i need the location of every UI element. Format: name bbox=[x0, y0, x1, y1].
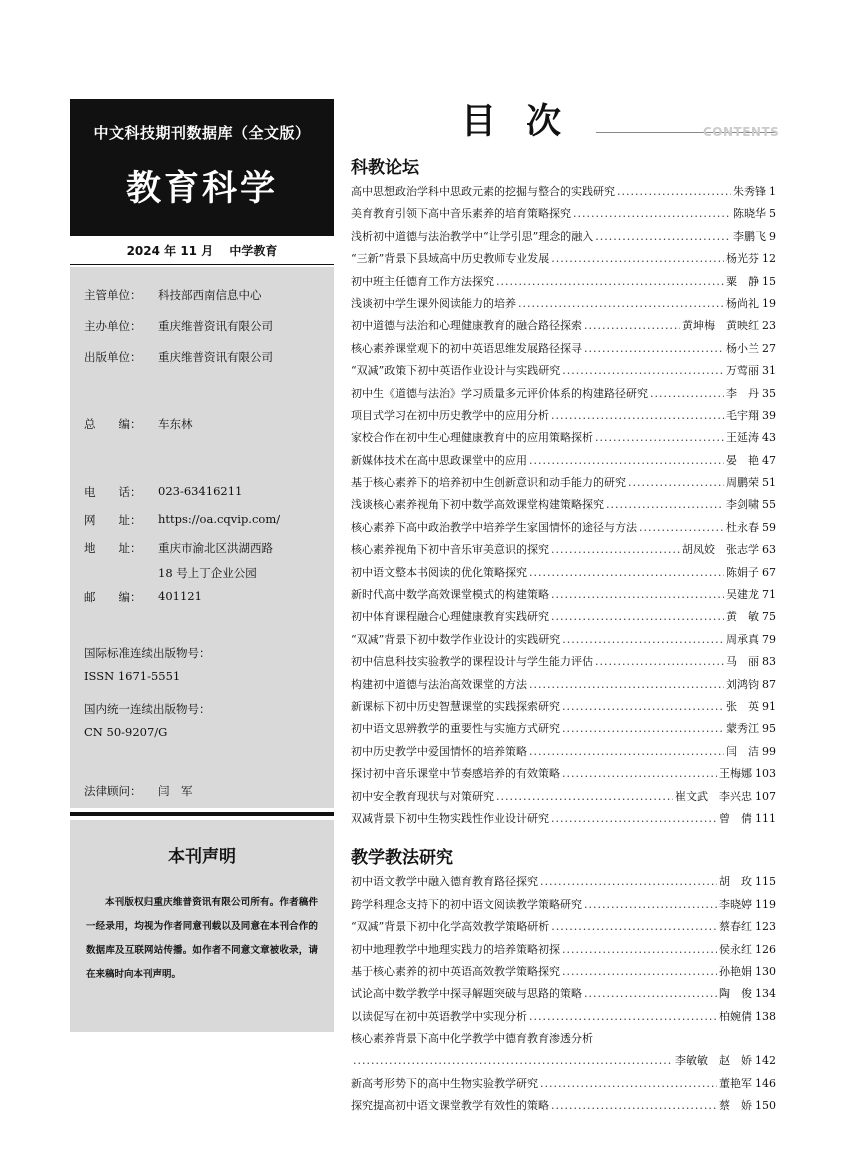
toc-entry-continuation[interactable] bbox=[351, 1050, 776, 1072]
leader-dots bbox=[551, 584, 724, 606]
toc-entry[interactable] bbox=[351, 983, 776, 1005]
entry-title: 初中安全教育现状与对策研究 bbox=[351, 789, 494, 803]
entry-page: 63 bbox=[762, 543, 776, 557]
entry-page: 134 bbox=[755, 987, 776, 1001]
toc-entry[interactable] bbox=[351, 939, 776, 961]
entry-title: 以读促写在初中英语教学中实现分析 bbox=[351, 1009, 527, 1023]
declaration-box bbox=[70, 820, 334, 1032]
leader-dots bbox=[540, 871, 717, 893]
cn-value: CN 50-9207/G bbox=[84, 725, 168, 739]
database-name: 中文科技期刊数据库（全文版） bbox=[93, 124, 311, 142]
entry-page: 91 bbox=[762, 699, 776, 713]
entry-title: 核心素养下高中政治教学中培养学生家国情怀的途径与方法 bbox=[351, 520, 637, 534]
toc-entry[interactable] bbox=[351, 584, 776, 606]
issn-value: ISSN 1671-5551 bbox=[84, 669, 181, 683]
leader-dots bbox=[595, 427, 724, 449]
entry-page: 142 bbox=[755, 1054, 776, 1068]
entry-page: 146 bbox=[755, 1076, 776, 1090]
counsel-label: 法律顾问： bbox=[84, 784, 142, 798]
entry-author: 闫 洁 bbox=[726, 744, 759, 758]
editor-label: 总 编： bbox=[84, 417, 142, 431]
entry-author: 毛宇翔 bbox=[726, 408, 759, 422]
entry-page: 47 bbox=[762, 453, 776, 467]
entry-page: 119 bbox=[755, 897, 776, 911]
toc-entry[interactable] bbox=[351, 517, 776, 539]
leader-dots bbox=[551, 539, 680, 561]
entry-title: 初中信息科技实验教学的课程设计与学生能力评估 bbox=[351, 655, 593, 669]
entry-page: 150 bbox=[755, 1099, 776, 1113]
entry-author: 张 英 bbox=[726, 699, 759, 713]
entry-title: “双减”政策下初中英语作业设计与实践研究 bbox=[351, 364, 561, 378]
entry-author: 蔡 娇 bbox=[719, 1099, 752, 1113]
address-spacer bbox=[84, 565, 158, 581]
toc-entry[interactable] bbox=[351, 916, 776, 938]
entry-title: 初中语文教学中融入德育教育路径探究 bbox=[351, 875, 538, 889]
entry-title: 双减背景下初中生物实践性作业设计研究 bbox=[351, 811, 549, 825]
toc-entry[interactable] bbox=[351, 1028, 776, 1050]
entry-author: 万莺丽 bbox=[726, 364, 759, 378]
declaration-title: 本刊声明 bbox=[168, 847, 236, 867]
entry-page: 55 bbox=[762, 498, 776, 512]
entry-page: 95 bbox=[762, 722, 776, 736]
entry-page: 83 bbox=[762, 655, 776, 669]
entry-title: 核心素养视角下初中音乐审美意识的探究 bbox=[351, 543, 549, 557]
leader-dots bbox=[562, 939, 717, 961]
entry-title: 新媒体技术在高中思政课堂中的应用 bbox=[351, 453, 527, 467]
phone-row bbox=[84, 484, 242, 500]
website-value: https://oa.cqvip.com/ bbox=[158, 512, 281, 526]
toc-entry[interactable] bbox=[351, 360, 776, 382]
section-entries bbox=[351, 871, 776, 1117]
toc-entry[interactable] bbox=[351, 539, 776, 561]
entry-page: 19 bbox=[762, 296, 776, 310]
leader-dots bbox=[518, 293, 724, 315]
masthead bbox=[70, 99, 334, 236]
toc-entry[interactable] bbox=[351, 871, 776, 893]
entry-title: 家校合作在初中生心理健康教育中的应用策略探析 bbox=[351, 431, 593, 445]
entry-title: 探究提高初中语文课堂教学有效性的策略 bbox=[351, 1099, 549, 1113]
toc-entry[interactable] bbox=[351, 1006, 776, 1028]
address-row bbox=[84, 540, 273, 556]
entry-author: 晏 艳 bbox=[726, 453, 759, 467]
toc-header bbox=[351, 94, 780, 156]
entry-author: 李剑啸 bbox=[726, 498, 759, 512]
toc-entry[interactable] bbox=[351, 894, 776, 916]
leader-dots bbox=[529, 562, 724, 584]
entry-author: 崔文武 李兴忠 bbox=[675, 789, 752, 803]
issue-line bbox=[70, 238, 334, 265]
entry-author: 董艳军 bbox=[719, 1076, 752, 1090]
leader-dots bbox=[551, 916, 717, 938]
entry-title: 初中语文整本书阅读的优化策略探究 bbox=[351, 565, 527, 579]
leader-dots bbox=[551, 808, 717, 830]
leader-dots bbox=[529, 674, 724, 696]
entry-author: 杨小兰 bbox=[726, 341, 759, 355]
toc-entry[interactable] bbox=[351, 494, 776, 516]
toc-entry[interactable] bbox=[351, 629, 776, 651]
toc-entry[interactable] bbox=[351, 786, 776, 808]
entry-author: 周承真 bbox=[726, 632, 759, 646]
leader-dots bbox=[562, 696, 724, 718]
entry-page: 15 bbox=[762, 274, 776, 288]
editor-value: 车东林 bbox=[158, 417, 193, 431]
leader-dots bbox=[584, 315, 680, 337]
sponsor-label: 主管单位： bbox=[84, 288, 142, 302]
leader-dots bbox=[562, 763, 717, 785]
entry-page: 71 bbox=[762, 588, 776, 602]
entry-author: 杜永春 bbox=[726, 520, 759, 534]
organizer-row bbox=[84, 318, 273, 334]
divider bbox=[70, 812, 334, 816]
toc-entry[interactable] bbox=[351, 696, 776, 718]
entry-author: 孙艳娟 bbox=[719, 964, 752, 978]
entry-author: 黄坤梅 黄映红 bbox=[682, 319, 759, 333]
leader-dots bbox=[551, 405, 724, 427]
entry-author: 杨光芬 bbox=[726, 252, 759, 266]
toc-entry[interactable] bbox=[351, 293, 776, 315]
website-label: 网 址： bbox=[84, 513, 142, 527]
toc-entry[interactable] bbox=[351, 338, 776, 360]
entry-title: “双减”背景下初中数学作业设计的实践研究 bbox=[351, 632, 561, 646]
leader-dots bbox=[606, 494, 724, 516]
leader-dots bbox=[584, 894, 717, 916]
entry-author: 蒙秀江 bbox=[726, 722, 759, 736]
leader-dots bbox=[650, 383, 724, 405]
leader-dots bbox=[595, 651, 724, 673]
entry-title: 初中体育课程融合心理健康教育实践研究 bbox=[351, 610, 549, 624]
organizer-value: 重庆维普资讯有限公司 bbox=[158, 319, 273, 333]
entry-title: 试论高中数学教学中探寻解题突破与思路的策略 bbox=[351, 987, 582, 1001]
leader-dots bbox=[584, 338, 724, 360]
website-row bbox=[84, 512, 280, 528]
table-of-contents bbox=[351, 94, 780, 1118]
toc-entry[interactable] bbox=[351, 1095, 776, 1117]
toc-entry[interactable] bbox=[351, 562, 776, 584]
toc-entry[interactable] bbox=[351, 718, 776, 740]
entry-page: 9 bbox=[769, 229, 776, 243]
entry-page: 27 bbox=[762, 341, 776, 355]
leader-dots bbox=[639, 517, 724, 539]
entry-page: 39 bbox=[762, 408, 776, 422]
entry-author: 杨尚礼 bbox=[726, 296, 759, 310]
entry-page: 138 bbox=[755, 1009, 776, 1023]
entry-title: 新时代高中数学高效课堂模式的构建策略 bbox=[351, 588, 549, 602]
leader-dots bbox=[595, 226, 731, 248]
leader-dots bbox=[353, 1050, 673, 1072]
entry-author: 吴建龙 bbox=[726, 588, 759, 602]
entry-page: 12 bbox=[762, 252, 776, 266]
entry-title: 初中道德与法治和心理健康教育的融合路径探索 bbox=[351, 319, 582, 333]
leader-dots bbox=[562, 961, 717, 983]
entry-page: 87 bbox=[762, 677, 776, 691]
section-title: 教学教法研究 bbox=[351, 848, 453, 869]
toc-entry[interactable] bbox=[351, 181, 776, 203]
entry-title: 基于核心素养下的培养初中生创新意识和动手能力的研究 bbox=[351, 476, 626, 490]
entry-page: 23 bbox=[762, 319, 776, 333]
entry-page: 67 bbox=[762, 565, 776, 579]
entry-title: 初中生《道德与法治》学习质量多元评价体系的构建路径研究 bbox=[351, 386, 648, 400]
toc-entry[interactable] bbox=[351, 763, 776, 785]
entry-author: 李鹏飞 bbox=[733, 229, 766, 243]
entry-title: 核心素养课堂观下的初中英语思维发展路径探寻 bbox=[351, 341, 582, 355]
entry-author: 马 丽 bbox=[726, 655, 759, 669]
entry-author: 陶 俊 bbox=[719, 987, 752, 1001]
entry-title: 新课标下初中历史智慧课堂的实践探索研究 bbox=[351, 699, 560, 713]
toc-entry[interactable] bbox=[351, 472, 776, 494]
entry-page: 107 bbox=[755, 789, 776, 803]
leader-dots bbox=[628, 472, 724, 494]
phone-value: 023-63416211 bbox=[158, 484, 243, 498]
toc-entry[interactable] bbox=[351, 226, 776, 248]
entry-page: 35 bbox=[762, 386, 776, 400]
issue-date: 2024 年 11 月 bbox=[126, 244, 214, 258]
leader-dots bbox=[617, 181, 731, 203]
journal-info-column bbox=[70, 99, 334, 1032]
entry-page: 130 bbox=[755, 964, 776, 978]
entry-author: 李 丹 bbox=[726, 386, 759, 400]
entry-title: 美育教育引领下高中音乐素养的培育策略探究 bbox=[351, 207, 571, 221]
toc-entry[interactable] bbox=[351, 606, 776, 628]
entry-title: 构建初中道德与法治高效课堂的方法 bbox=[351, 677, 527, 691]
entry-author: 胡 玫 bbox=[719, 875, 752, 889]
entry-page: 59 bbox=[762, 520, 776, 534]
entry-author: 柏婉倩 bbox=[719, 1009, 752, 1023]
toc-entry[interactable] bbox=[351, 315, 776, 337]
leader-dots bbox=[562, 360, 724, 382]
entry-author: 曾 倩 bbox=[719, 811, 752, 825]
address-label: 地 址： bbox=[84, 541, 142, 555]
entry-title: 初中地理教学中地理实践力的培养策略初探 bbox=[351, 942, 560, 956]
section-entries bbox=[351, 181, 776, 830]
entry-author: 李晓婷 bbox=[719, 897, 752, 911]
entry-author: 王延涛 bbox=[726, 431, 759, 445]
toc-entry[interactable] bbox=[351, 405, 776, 427]
entry-author: 刘鸿钧 bbox=[726, 677, 759, 691]
entry-title: 浅谈核心素养视角下初中数学高效课堂构建策略探究 bbox=[351, 498, 604, 512]
entry-page: 43 bbox=[762, 431, 776, 445]
address-line-2: 18 号上丁企业公园 bbox=[158, 566, 257, 580]
entry-author: 陈娟子 bbox=[726, 565, 759, 579]
toc-entry[interactable] bbox=[351, 383, 776, 405]
leader-dots bbox=[562, 718, 724, 740]
entry-author: 李敏敏 赵 娇 bbox=[675, 1054, 752, 1068]
issn-label: 国际标准连续出版物号： bbox=[84, 646, 211, 660]
entry-title: 项目式学习在初中历史教学中的应用分析 bbox=[351, 408, 549, 422]
entry-title: 初中语文思辨教学的重要性与实施方式研究 bbox=[351, 722, 560, 736]
entry-title: 初中历史教学中爱国情怀的培养策略 bbox=[351, 744, 527, 758]
entry-title: 跨学科理念支持下的初中语文阅读教学策略研究 bbox=[351, 897, 582, 911]
postcode-label: 邮 编： bbox=[84, 590, 142, 604]
entry-page: 123 bbox=[755, 920, 776, 934]
counsel-value: 闫 军 bbox=[158, 784, 193, 798]
publisher-row bbox=[84, 349, 273, 365]
entry-author: 陈晓华 bbox=[733, 207, 766, 221]
toc-entry[interactable] bbox=[351, 271, 776, 293]
entry-page: 103 bbox=[755, 767, 776, 781]
publication-info-box bbox=[70, 267, 334, 808]
entry-page: 79 bbox=[762, 632, 776, 646]
toc-title: 目次 bbox=[461, 101, 592, 142]
entry-author: 朱秀锋 bbox=[733, 185, 766, 198]
sponsor-row bbox=[84, 287, 262, 303]
counsel-row bbox=[84, 783, 193, 799]
entry-page: 115 bbox=[755, 875, 776, 889]
leader-dots bbox=[496, 271, 724, 293]
toc-entry[interactable] bbox=[351, 248, 776, 270]
leader-dots bbox=[540, 1073, 717, 1095]
issue-section: 中学教育 bbox=[229, 244, 278, 258]
entry-page: 126 bbox=[755, 942, 776, 956]
leader-dots bbox=[529, 1006, 717, 1028]
entry-author: 粟 静 bbox=[726, 274, 759, 288]
entry-title: 浅谈初中学生课外阅读能力的培养 bbox=[351, 296, 516, 310]
toc-entry[interactable] bbox=[351, 961, 776, 983]
toc-entry[interactable] bbox=[351, 674, 776, 696]
toc-entry[interactable] bbox=[351, 203, 776, 225]
entry-author: 王梅娜 bbox=[719, 767, 752, 781]
leader-dots bbox=[529, 450, 724, 472]
editor-row bbox=[84, 416, 193, 432]
toc-english-title: CONTENTS bbox=[703, 125, 780, 139]
publisher-label: 出版单位： bbox=[84, 350, 142, 364]
section-title: 科教论坛 bbox=[351, 158, 419, 178]
entry-author: 蔡春红 bbox=[719, 920, 752, 934]
entry-title: 探讨初中音乐课堂中节奏感培养的有效策略 bbox=[351, 767, 560, 781]
entry-page: 99 bbox=[762, 744, 776, 758]
entry-title: 基于核心素养的初中英语高效教学策略探究 bbox=[351, 964, 560, 978]
entry-title: 初中班主任德育工作方法探究 bbox=[351, 274, 494, 288]
entry-page: 75 bbox=[762, 610, 776, 624]
declaration-text: 本刊版权归重庆维普资讯有限公司所有。作者稿件一经录用，均视为作者同意刊载以及同意在本刊合作的数据库及互联网站传播。如作者不同意文章被收录，请在来稿时向本刊声明。 bbox=[86, 897, 318, 980]
toc-entry[interactable] bbox=[351, 741, 776, 763]
leader-dots bbox=[551, 606, 724, 628]
postcode-value: 401121 bbox=[158, 589, 202, 603]
publisher-value: 重庆维普资讯有限公司 bbox=[158, 350, 273, 364]
toc-entry[interactable] bbox=[351, 808, 776, 830]
address-row-2 bbox=[84, 565, 257, 581]
sponsor-value: 科技部西南信息中心 bbox=[158, 288, 262, 302]
entry-page: 1 bbox=[769, 185, 776, 198]
entry-author: 黄 敏 bbox=[726, 610, 759, 624]
postcode-row bbox=[84, 589, 202, 605]
entry-author: 胡凤姣 张志学 bbox=[682, 543, 759, 557]
entry-page: 111 bbox=[755, 811, 776, 825]
address-line-1: 重庆市渝北区洪湖西路 bbox=[158, 541, 273, 555]
entry-title: “双减”背景下初中化学高效教学策略研析 bbox=[351, 920, 550, 934]
organizer-label: 主办单位： bbox=[84, 319, 142, 333]
toc-entry[interactable] bbox=[351, 1073, 776, 1095]
toc-entry[interactable] bbox=[351, 427, 776, 449]
leader-dots bbox=[562, 629, 724, 651]
leader-dots bbox=[573, 203, 731, 225]
entry-page: 51 bbox=[762, 476, 776, 490]
entry-title: “三新”背景下县域高中历史教师专业发展 bbox=[351, 252, 550, 266]
entry-page: 31 bbox=[762, 364, 776, 378]
entry-title: 新高考形势下的高中生物实验教学研究 bbox=[351, 1076, 538, 1090]
entry-author: 侯永红 bbox=[719, 942, 752, 956]
leader-dots bbox=[551, 248, 724, 270]
toc-entry[interactable] bbox=[351, 450, 776, 472]
entry-page: 5 bbox=[769, 207, 776, 221]
journal-title: 教育科学 bbox=[125, 169, 278, 209]
leader-dots bbox=[551, 1095, 717, 1117]
leader-dots bbox=[584, 983, 717, 1005]
cn-label: 国内统一连续出版物号： bbox=[84, 702, 211, 716]
entry-title: 浅析初中道德与法治教学中“让学引思”理念的融入 bbox=[351, 229, 594, 243]
phone-label: 电 话： bbox=[84, 485, 142, 499]
entry-author: 周鹏荣 bbox=[726, 476, 759, 490]
leader-dots bbox=[529, 741, 724, 763]
leader-dots bbox=[496, 786, 673, 808]
entry-title: 核心素养背景下高中化学教学中德育教育渗透分析 bbox=[351, 1032, 593, 1046]
entry-title: 高中思想政治学科中思政元素的挖掘与整合的实践研究 bbox=[351, 185, 615, 198]
toc-entry[interactable] bbox=[351, 651, 776, 673]
